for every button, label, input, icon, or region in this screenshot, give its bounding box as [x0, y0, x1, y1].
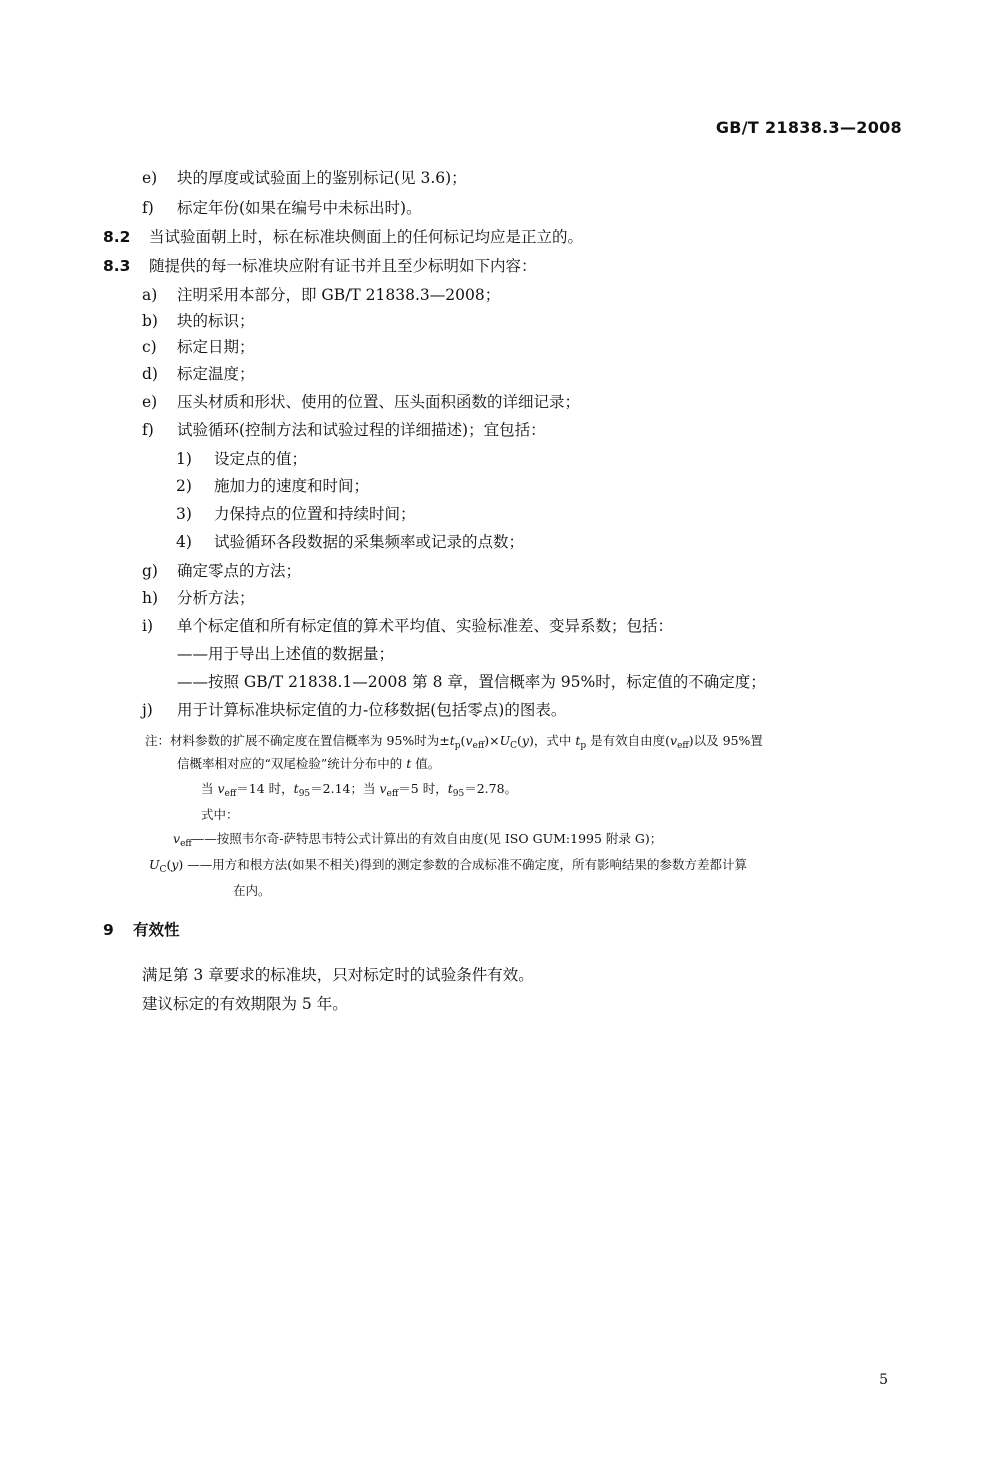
note-subscript: eff [180, 839, 192, 849]
note-line-3 [201, 780, 517, 803]
item-marker: g) [142, 562, 158, 580]
note-subscript: C [159, 865, 167, 875]
section-title: 有效性 [133, 921, 180, 939]
clause-number: 8.2 [103, 228, 131, 246]
item-marker: 3) [176, 505, 192, 523]
item-text: 标定温度； [177, 365, 255, 383]
note-symbol: v [465, 733, 473, 748]
note-symbol: v [217, 781, 225, 796]
note-where: 式中： [201, 807, 239, 822]
note-subscript: p [580, 741, 587, 751]
list-item [142, 198, 422, 218]
list-item [142, 168, 467, 188]
item-marker: f) [142, 199, 154, 217]
note-subscript: eff [386, 789, 399, 799]
sub-list-item [176, 476, 369, 496]
item-text: 确定零点的方法； [177, 562, 302, 580]
item-marker: a) [142, 286, 158, 304]
note-symbol: y [171, 857, 179, 872]
sub-list-item [176, 504, 416, 524]
item-marker: f) [142, 421, 154, 439]
section-number: 9 [103, 921, 114, 939]
note-symbol: y [521, 733, 529, 748]
item-text: 注明采用本部分，即 GB/T 21838.3—2008； [177, 286, 501, 304]
item-marker: h) [142, 589, 159, 607]
note-definition-uc-cont: 在内。 [233, 883, 271, 898]
note-text: 材料参数的扩展不确定度在置信概率为 95%时为± [170, 733, 450, 748]
paragraph: 建议标定的有效期限为 5 年。 [142, 995, 348, 1013]
note-subscript: eff [677, 741, 689, 751]
item-text: 用于计算标准块标定值的力-位移数据(包括零点)的图表。 [177, 701, 567, 719]
list-item [142, 337, 255, 357]
note-text: 当 [201, 781, 218, 796]
note-symbol: U [149, 857, 160, 872]
list-item [142, 561, 301, 581]
note-subscript: eff [472, 741, 485, 751]
paragraph: 满足第 3 章要求的标准块，只对标定时的试验条件有效。 [142, 966, 534, 984]
item-text: 标定年份(如果在编号中未标出时)。 [177, 199, 422, 217]
list-item [142, 285, 500, 305]
note-text: )× [484, 733, 500, 748]
list-item [142, 588, 255, 608]
note-subscript: 95 [298, 789, 311, 799]
note-subscript: eff [224, 789, 237, 799]
note-text: ( [517, 733, 522, 748]
item-marker: 1) [176, 450, 192, 468]
item-text: 标定日期； [177, 338, 255, 356]
sub-list-item [176, 532, 524, 552]
note-subscript: p [454, 741, 461, 751]
note-symbol: v [379, 781, 387, 796]
list-item [142, 420, 546, 440]
note-text: 是有效自由度( [586, 733, 670, 748]
item-marker: 2) [176, 477, 192, 495]
note-symbol: v [670, 733, 678, 748]
note-symbol: t [406, 756, 412, 771]
item-text: 块的厚度或试验面上的鉴别标记(见 3.6)； [177, 169, 467, 187]
item-text: 施加力的速度和时间； [214, 477, 370, 495]
item-text: 试验循环(控制方法和试验过程的详细描述)；宜包括： [177, 421, 546, 439]
page-number: 5 [879, 1372, 888, 1388]
item-marker: i) [142, 617, 154, 635]
list-item [142, 364, 255, 384]
note-text: ＝2.14；当 [310, 781, 380, 796]
note-text: ——用方和根方法(如果不相关)得到的测定参数的合成标准不确定度，所有影响结果的参数方差都计算 [183, 857, 748, 872]
item-marker: b) [142, 312, 158, 330]
sub-list-item [176, 449, 307, 469]
dash-item: ——按照 GB/T 21838.1—2008 第 8 章，置信概率为 95%时，标定值的不确定度； [177, 673, 766, 691]
note-text: ( [166, 857, 172, 872]
item-marker: 4) [176, 533, 192, 551]
note-text: 值。 [411, 756, 441, 771]
clause-8-3 [103, 256, 537, 276]
note-symbol: U [499, 733, 511, 748]
note-subscript: C [510, 741, 518, 751]
item-text: 试验循环各段数据的采集频率或记录的点数； [214, 533, 525, 551]
note-line-2 [177, 755, 440, 773]
note-text: )，式中 [528, 733, 576, 748]
list-item [142, 392, 580, 412]
list-item [142, 700, 566, 720]
list-item [142, 311, 255, 331]
section-9-heading [103, 920, 180, 940]
document-header-id: GB/T 21838.3—2008 [715, 118, 902, 137]
item-text: 块的标识； [177, 312, 255, 330]
item-marker: j) [142, 701, 153, 719]
item-text: 设定点的值； [214, 450, 308, 468]
item-marker: c) [142, 338, 157, 356]
note-symbol: t [449, 733, 455, 748]
clause-8-2 [103, 227, 583, 247]
item-text: 单个标定值和所有标定值的算术平均值、实验标准差、变异系数；包括： [177, 617, 674, 635]
item-marker: e) [142, 393, 158, 411]
note-text: )以及 95%置 [688, 733, 763, 748]
note-definition-uc [149, 856, 747, 879]
clause-number: 8.3 [103, 257, 131, 275]
clause-text: 当试验面朝上时，标在标准块侧面上的任何标记均应是正立的。 [149, 228, 584, 246]
item-text: 压头材质和形状、使用的位置、压头面积函数的详细记录； [177, 393, 581, 411]
item-marker: e) [142, 169, 158, 187]
note-subscript: 95 [452, 789, 465, 799]
item-marker: d) [142, 365, 158, 383]
dash-item: ——用于导出上述值的数据量； [177, 645, 395, 663]
note-line-1 [145, 732, 763, 755]
note-text: ＝14 时， [236, 781, 294, 796]
note-text: ) [178, 857, 184, 872]
note-symbol: t [575, 733, 581, 748]
note-symbol: t [293, 781, 299, 796]
note-text: ＝5 时， [398, 781, 448, 796]
note-label: 注： [145, 733, 171, 748]
note-symbol: t [447, 781, 453, 796]
note-symbol: v [173, 831, 181, 846]
item-text: 力保持点的位置和持续时间； [214, 505, 416, 523]
note-text: ( [460, 733, 466, 748]
clause-text: 随提供的每一标准块应附有证书并且至少标明如下内容： [149, 257, 537, 275]
item-text: 分析方法； [177, 589, 255, 607]
note-text: 信概率相对应的“双尾检验”统计分布中的 [177, 756, 407, 771]
list-item [142, 616, 673, 636]
note-definition-veff [173, 830, 662, 853]
note-text: ——按照韦尔奇-萨特思韦特公式计算出的有效自由度(见 ISO GUM:1995 附录 G)； [191, 831, 663, 846]
note-text: ＝2.78。 [464, 781, 518, 796]
